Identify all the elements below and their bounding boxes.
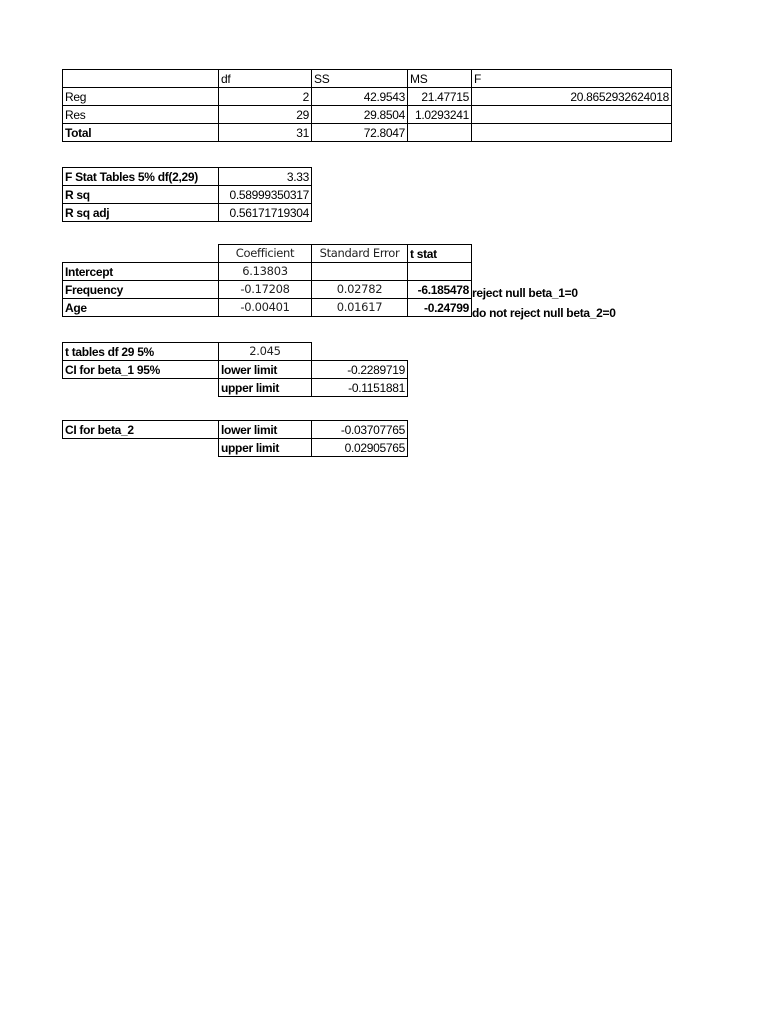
ci-beta1-upper-value[interactable]: -0.1151881 <box>312 379 408 397</box>
coefficients-cell-coefficient[interactable]: -0.00401 <box>219 299 312 317</box>
anova-cell-ms[interactable] <box>408 124 472 142</box>
fit-stats-label[interactable]: R sq adj <box>63 204 219 222</box>
coefficients-header-coefficient[interactable]: Coefficient <box>219 245 312 263</box>
fit-stats-label[interactable]: R sq <box>63 186 219 204</box>
ci-beta2-lower-label[interactable]: lower limit <box>219 421 312 439</box>
ci-beta1-lower-label[interactable]: lower limit <box>219 361 312 379</box>
coefficients-cell-std-error[interactable]: 0.02782 <box>312 281 408 299</box>
t-tables-row <box>63 343 408 361</box>
anova-cell-df[interactable]: 31 <box>219 124 312 142</box>
anova-header-ms[interactable]: MS <box>408 70 472 88</box>
coefficients-cell-t-stat[interactable]: -6.185478 <box>408 281 472 299</box>
anova-cell-f[interactable] <box>472 124 672 142</box>
ci-beta2-upper-value[interactable]: 0.02905765 <box>312 439 408 457</box>
anova-cell-ss[interactable]: 42.9543 <box>312 88 408 106</box>
anova-row-reg <box>63 88 672 106</box>
coefficients-row-label[interactable]: Intercept <box>63 263 219 281</box>
anova-row-label[interactable]: Total <box>63 124 219 142</box>
anova-header-ss[interactable]: SS <box>312 70 408 88</box>
anova-row-label[interactable]: Reg <box>63 88 219 106</box>
anova-cell-f[interactable] <box>472 106 672 124</box>
ci-beta2-lower-row <box>63 421 408 439</box>
coefficients-cell-coefficient[interactable]: 6.13803 <box>219 263 312 281</box>
coefficients-table <box>62 244 472 317</box>
coefficients-row-age <box>63 299 472 317</box>
ci-beta1-upper-row <box>63 379 408 397</box>
ci-beta2-upper-label[interactable]: upper limit <box>219 439 312 457</box>
fit-stats-row-fstat <box>63 168 312 186</box>
anova-header-df[interactable]: df <box>219 70 312 88</box>
coefficients-cell-std-error[interactable] <box>312 263 408 281</box>
anova-cell-f[interactable]: 20.8652932624018 <box>472 88 672 106</box>
anova-cell-df[interactable]: 2 <box>219 88 312 106</box>
ci-beta2-upper-row <box>63 439 408 457</box>
fit-stats-value[interactable]: 0.58999350317 <box>219 186 312 204</box>
frequency-hypothesis-note[interactable]: reject null beta_1=0 <box>472 286 578 300</box>
anova-header-row <box>63 70 672 88</box>
ci-beta1-lower-value[interactable]: -0.2289719 <box>312 361 408 379</box>
ci-beta2-label[interactable]: CI for beta_2 <box>63 421 219 439</box>
coefficients-row-label[interactable]: Age <box>63 299 219 317</box>
ci-beta1-lower-row <box>63 361 408 379</box>
t-tables-label[interactable]: t tables df 29 5% <box>63 343 219 361</box>
age-hypothesis-note[interactable]: do not reject null beta_2=0 <box>472 306 616 320</box>
ci-beta1-label[interactable]: CI for beta_1 95% <box>63 361 219 379</box>
fit-stats-row-rsq-adj <box>63 204 312 222</box>
anova-cell-ms[interactable]: 21.47715 <box>408 88 472 106</box>
anova-row-res <box>63 106 672 124</box>
anova-row-total <box>63 124 672 142</box>
coefficients-cell-coefficient[interactable]: -0.17208 <box>219 281 312 299</box>
coefficients-header-blank <box>63 245 219 263</box>
fit-stats-table <box>62 167 312 222</box>
coefficients-header-row <box>63 245 472 263</box>
coefficients-row-intercept <box>63 263 472 281</box>
ci-beta1-upper-label[interactable]: upper limit <box>219 379 312 397</box>
t-tables-value[interactable]: 2.045 <box>219 343 312 361</box>
anova-cell-ss[interactable]: 72.8047 <box>312 124 408 142</box>
anova-cell-ss[interactable]: 29.8504 <box>312 106 408 124</box>
coefficients-header-std-error[interactable]: Standard Error <box>312 245 408 263</box>
ci-beta1-table <box>62 342 408 397</box>
anova-cell-ms[interactable]: 1.0293241 <box>408 106 472 124</box>
ci-beta2-lower-value[interactable]: -0.03707765 <box>312 421 408 439</box>
anova-header-f[interactable]: F <box>472 70 672 88</box>
coefficients-row-label[interactable]: Frequency <box>63 281 219 299</box>
fit-stats-label[interactable]: F Stat Tables 5% df(2,29) <box>63 168 219 186</box>
coefficients-cell-std-error[interactable]: 0.01617 <box>312 299 408 317</box>
coefficients-row-frequency <box>63 281 472 299</box>
empty-cell <box>63 439 219 457</box>
coefficients-cell-t-stat[interactable] <box>408 263 472 281</box>
ci-beta2-table <box>62 420 408 457</box>
coefficients-header-t-stat[interactable]: t stat <box>408 245 472 263</box>
anova-header-blank[interactable] <box>63 70 219 88</box>
anova-row-label[interactable]: Res <box>63 106 219 124</box>
fit-stats-value[interactable]: 3.33 <box>219 168 312 186</box>
fit-stats-row-rsq <box>63 186 312 204</box>
anova-cell-df[interactable]: 29 <box>219 106 312 124</box>
empty-cell <box>312 343 408 361</box>
fit-stats-value[interactable]: 0.56171719304 <box>219 204 312 222</box>
empty-cell <box>63 379 219 397</box>
coefficients-cell-t-stat[interactable]: -0.24799 <box>408 299 472 317</box>
anova-table <box>62 69 672 142</box>
